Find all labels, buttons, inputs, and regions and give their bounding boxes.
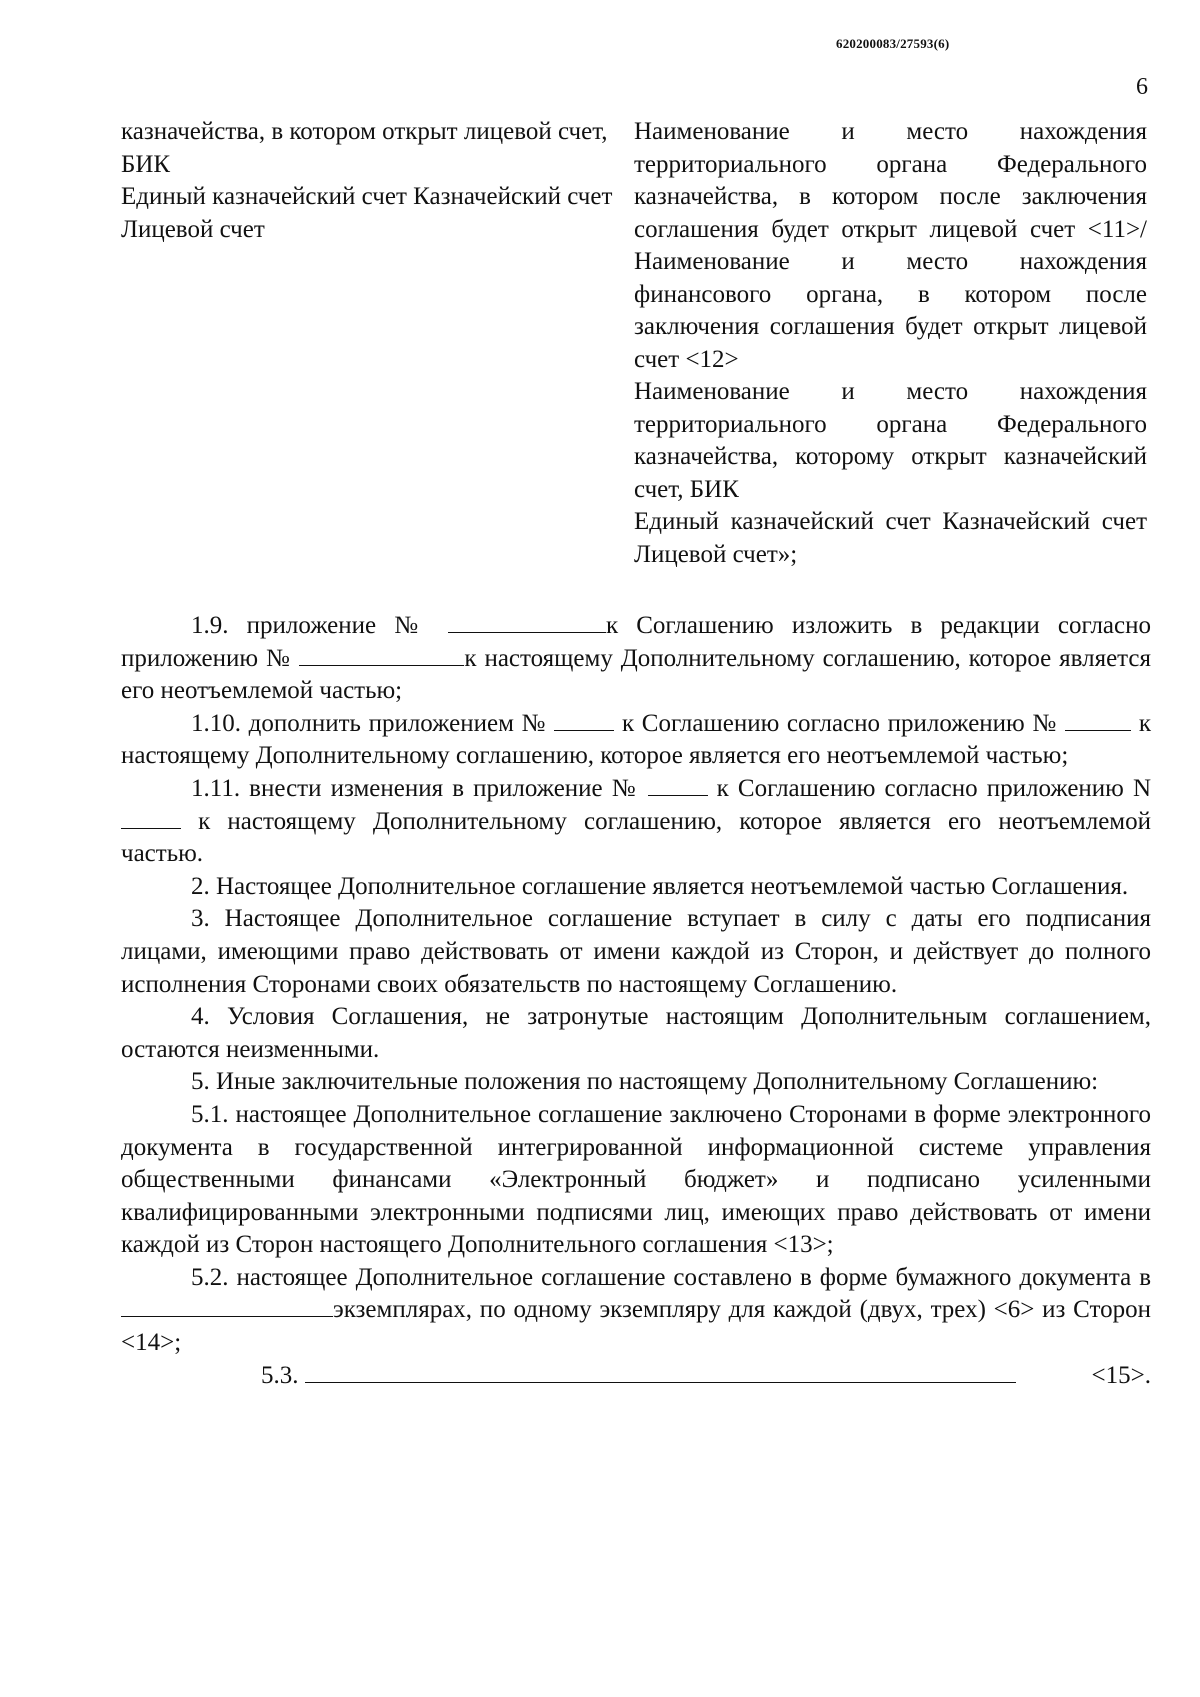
clause-5: 5. Иные заключительные положения по настоящему Дополнительному Соглашению: — [191, 1068, 1099, 1096]
page-number: 6 — [1136, 74, 1148, 100]
clause-5-2: 5.2. настоящее Дополнительное соглашение составлено в форме бумажного документа в экземплярах, по одному экземпляру для каждой (двух, трех) <6> из Сторон <14>; — [121, 1263, 1151, 1357]
right-requisites-line: Наименование и место нахождения территориального органа Федерального казначейства, которому открыт казначейский счет, БИК — [634, 378, 1147, 503]
blank-field — [448, 610, 606, 633]
clause-4: 4. Условия Соглашения, не затронутые настоящим Дополнительным соглашением, остаются неизменными. — [121, 1003, 1151, 1063]
right-requisites — [634, 116, 1147, 571]
document-code: 620200083/27593(6) — [836, 36, 950, 51]
blank-field — [121, 1294, 333, 1317]
agreement-body — [121, 610, 1151, 1392]
left-requisites — [121, 116, 631, 246]
clause-1-11: 1.11. внести изменения в приложение № к Соглашению согласно приложению N к настоящему Дополнительному соглашению, которое является его неотъемлемой частью. — [121, 774, 1152, 868]
blank-field — [121, 806, 181, 829]
clause-5-3: 5.3. <15>. — [261, 1361, 1151, 1389]
left-requisites-line: казначейства, в котором открыт лицевой счет, БИК — [121, 118, 608, 178]
clause-3: 3. Настоящее Дополнительное соглашение вступает в силу с даты его подписания лицами, имеющими право действовать от имени каждой из Сторон, и действует до полного исполнения Сторонами своих обязательств по настоящему Соглашению. — [121, 905, 1151, 998]
clause-2: 2. Настоящее Дополнительное соглашение является неотъемлемой частью Соглашения. — [191, 872, 1129, 900]
left-requisites-line: Единый казначейский счет Казначейский счет Лицевой счет — [121, 183, 613, 243]
blank-field — [648, 773, 708, 796]
clause-1-10: 1.10. дополнить приложением № к Соглашению согласно приложению № к настоящему Дополнительному соглашению, которое является его неотъемлемой частью; — [121, 709, 1151, 770]
blank-field — [299, 643, 464, 666]
right-requisites-line: Единый казначейский счет Казначейский счет Лицевой счет»; — [634, 508, 1147, 568]
blank-field — [305, 1360, 1016, 1383]
right-requisites-line: Наименование и место нахождения территориального органа Федерального казначейства, в котором после заключения соглашения будет открыт лицевой счет <11>/Наименование и место нахождения финансового органа, в котором после заключения соглашения будет открыт лицевой счет <12> — [634, 118, 1147, 373]
blank-field — [554, 708, 614, 731]
blank-field — [1065, 708, 1131, 731]
clause-1-9: 1.9. приложение № к Соглашению изложить в редакции согласно приложению № к настоящему Дополнительному соглашению, которое является его неотъемлемой частью; — [121, 612, 1151, 705]
clause-5-1: 5.1. настоящее Дополнительное соглашение заключено Сторонами в форме электронного документа в государственной интегрированной информационной системе управления общественными финансами «Электронный бюджет» и подписано усиленными квалифицированными электронными подписями лиц, имеющих право действовать от имени каждой из Сторон настоящего Дополнительного соглашения <13>; — [121, 1100, 1151, 1259]
